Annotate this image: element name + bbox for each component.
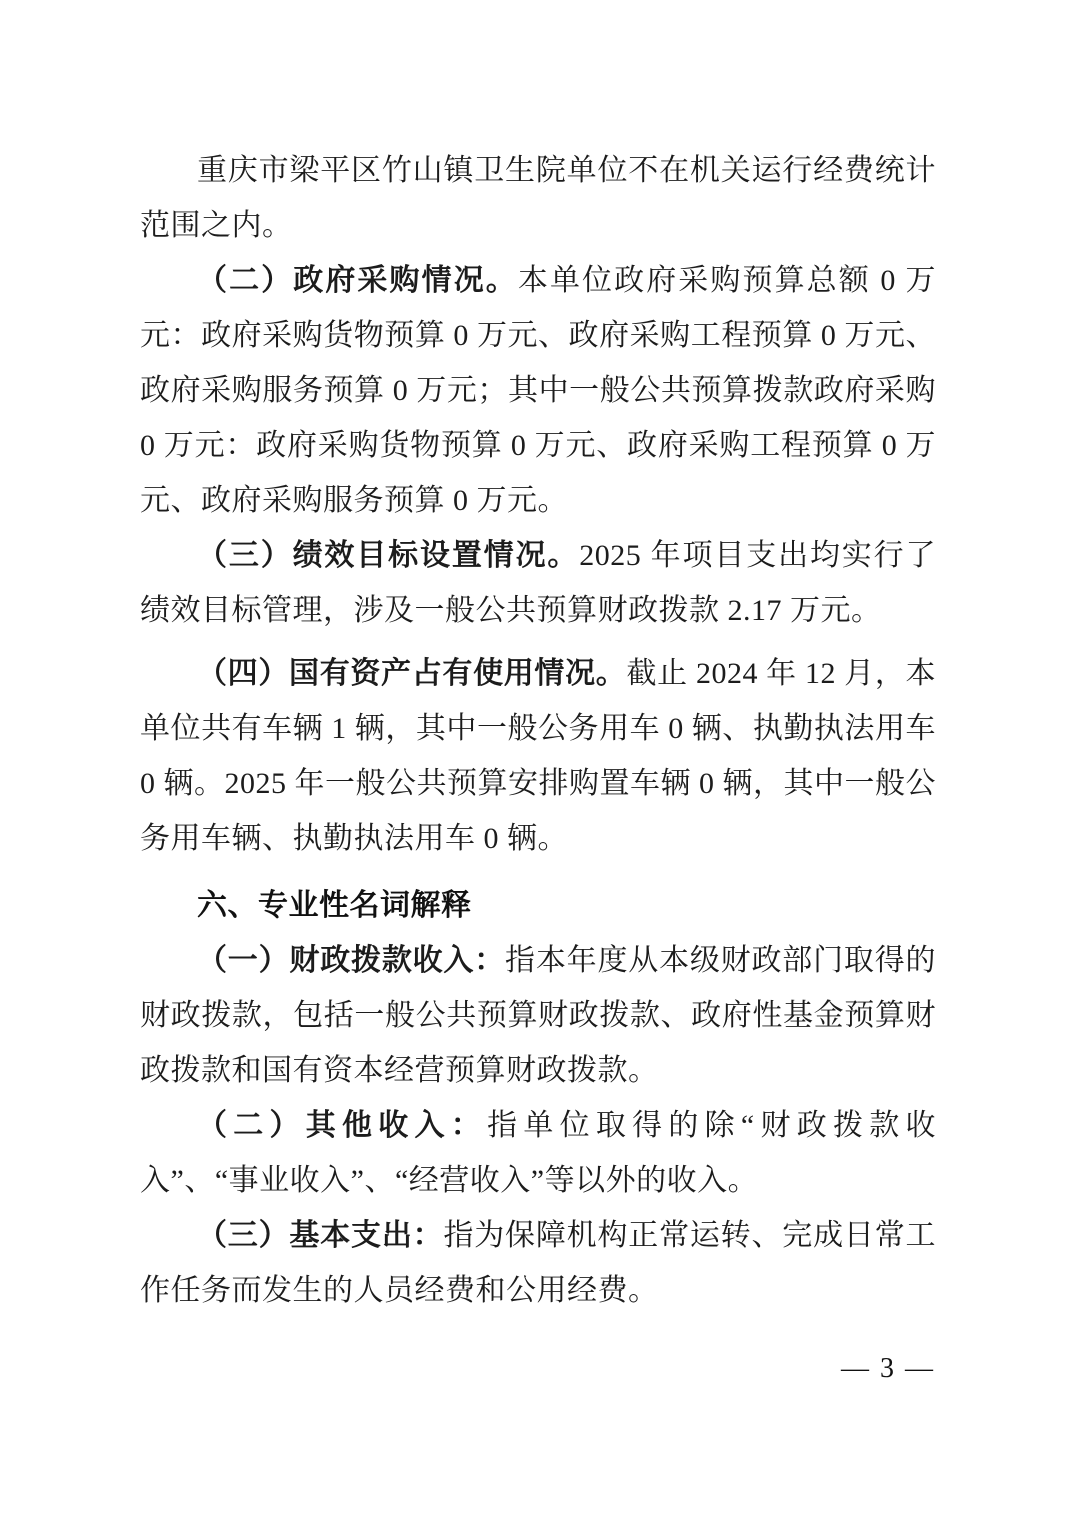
paragraph-term-basic-expenditure xyxy=(140,1208,936,1318)
paragraph-term-fiscal-appropriation-label: （一）财政拨款收入： xyxy=(197,944,506,977)
paragraph-term-other-income-label: （二）其他收入： xyxy=(197,1109,488,1142)
paragraph-performance-targets xyxy=(140,528,936,638)
section-heading-terminology: 六、专业性名词解释 xyxy=(197,889,472,922)
paragraph-state-assets xyxy=(140,646,936,866)
paragraph-gov-procurement-label: （二）政府采购情况。 xyxy=(197,264,518,297)
page-number: — 3 — xyxy=(841,1353,935,1384)
paragraph-state-assets-label: （四）国有资产占有使用情况。 xyxy=(197,657,627,690)
paragraph-term-basic-expenditure-label: （三）基本支出： xyxy=(197,1219,444,1252)
paragraph-term-fiscal-appropriation xyxy=(140,933,936,1098)
document-body xyxy=(140,143,936,1318)
paragraph-term-other-income xyxy=(140,1098,936,1208)
paragraph-term-basic-expenditure-text: 指为保障机构正常运转、完成日常工作任务而发生的人员经费和公用经费。 xyxy=(140,1219,937,1307)
paragraph-performance-targets-label: （三）绩效目标设置情况。 xyxy=(197,539,580,572)
paragraph-gov-procurement-text: 本单位政府采购预算总额 0 万元：政府采购货物预算 0 万元、政府采购工程预算 0 万元、政府采购服务预算 0 万元；其中一般公共预算拨款政府采购 0 万元：政府采购货物预算 0 万元、政府采购工程预算 0 万元、政府采购服务预算 0 万元。 xyxy=(140,264,937,517)
paragraph-gov-procurement xyxy=(140,253,936,528)
paragraph-term-other-income-text: 指单位取得的除“财政拨款收入”、“事业收入”、“经营收入”等以外的收入。 xyxy=(140,1109,936,1197)
paragraph-term-fiscal-appropriation-text: 指本年度从本级财政部门取得的财政拨款，包括一般公共预算财政拨款、政府性基金预算财政拨款和国有资本经营预算财政拨款。 xyxy=(140,944,937,1087)
paragraph-intro-text: 重庆市梁平区竹山镇卫生院单位不在机关运行经费统计范围之内。 xyxy=(140,154,936,242)
paragraph-performance-targets-text: 2025 年项目支出均实行了绩效目标管理，涉及一般公共预算财政拨款 2.17 万元。 xyxy=(140,539,937,627)
paragraph-intro xyxy=(140,143,936,253)
paragraph-state-assets-text: 截止 2024 年 12 月，本单位共有车辆 1 辆，其中一般公务用车 0 辆、执勤执法用车 0 辆。2025 年一般公共预算安排购置车辆 0 辆，其中一般公务用车辆、执勤执法用车 0 辆。 xyxy=(140,657,937,855)
